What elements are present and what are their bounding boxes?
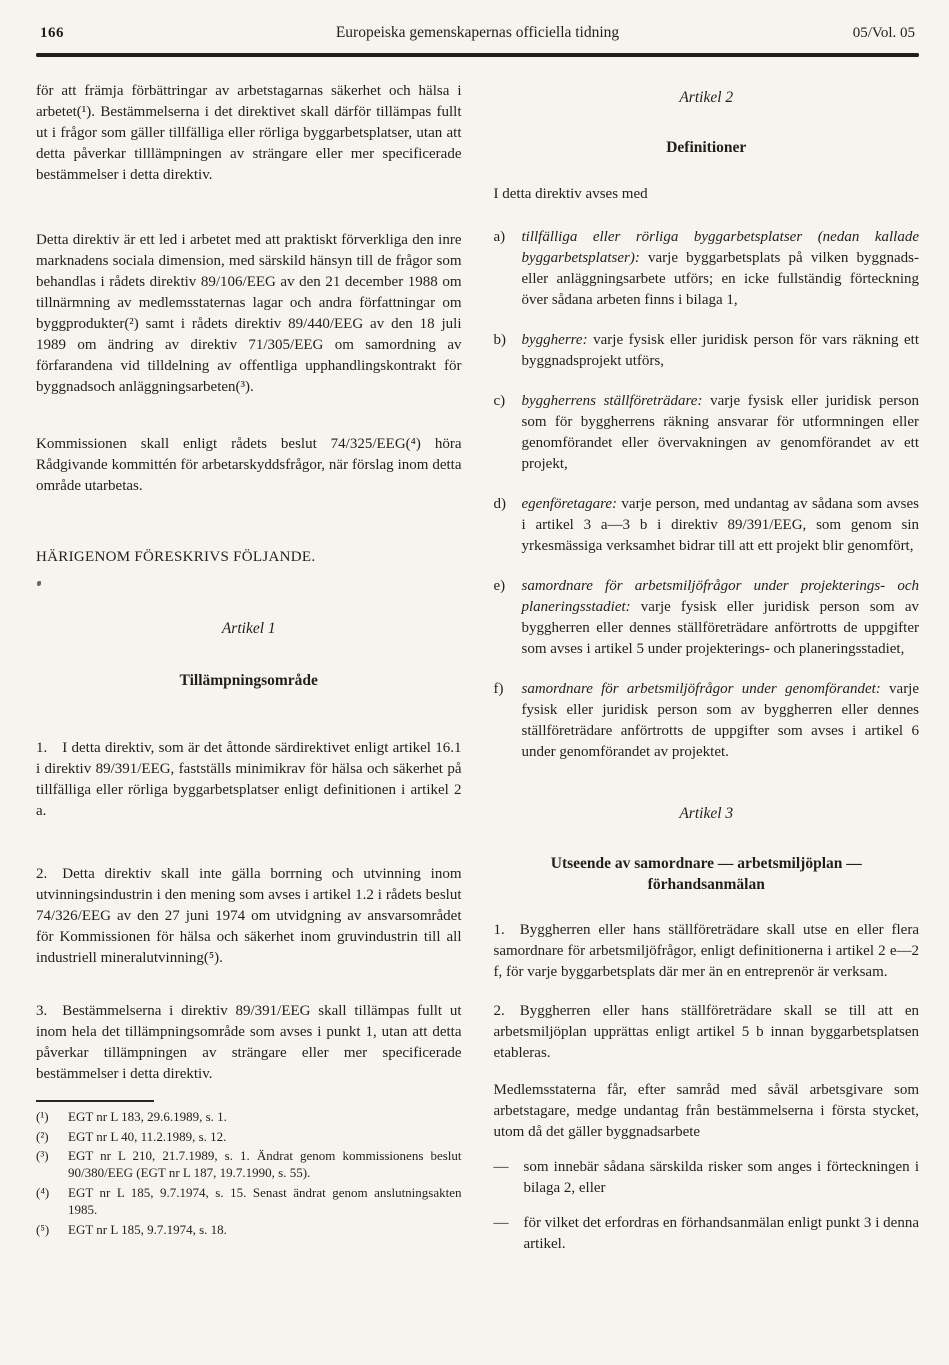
footnote-2: [36, 1129, 462, 1146]
scan-speck-artifact: [37, 581, 41, 586]
indent-item-2: [494, 1213, 920, 1255]
paragraph-number: 2.: [493, 1003, 505, 1020]
footnote-4: [36, 1185, 462, 1219]
indent-item-text: för vilket det erfordras en förhandsanmälan enligt punkt 3 i denna artikel.: [523, 1215, 919, 1253]
journal-title: Europeiska gemenskapernas officiella tidning: [335, 24, 620, 41]
article-1-paragraph-1: [36, 738, 462, 822]
page-header: [36, 18, 919, 44]
volume-label: 05/Vol. 05: [852, 25, 915, 41]
paragraph-text: I detta direktiv, som är det åttonde särdirektivet enligt artikel 16.1 i direktiv 89/391/EEG, fastställs minimikrav för hälsa och säkerhet på tillfälliga eller rörliga byggarbetsplatser enligt definitionen i artikel 2 a.: [36, 739, 462, 819]
paragraph-text: Detta direktiv skall inte gälla borrning och utvinning inom utvinningsindustrin i den mening som avses i artikel 1.2 i rådets beslut 74/326/EEG av den 27 juni 1974 om utvidgning av ansvarsområdet för Kommissionen för hälsa och säkerhet inom gruvindustrin till all industriell mineralutvinning(⁵).: [36, 865, 462, 966]
definition-body: [522, 494, 920, 557]
article-1-paragraph-3: [36, 1001, 462, 1085]
footnote-text: EGT nr L 210, 21.7.1989, s. 1. Ändrat genom kommissionens beslut 90/380/EEG (EGT nr L 187, 19.7.1990, s. 55).: [68, 1148, 462, 1181]
header-rule: [36, 53, 919, 57]
definition-term: byggherrens ställföreträdare:: [521, 392, 703, 409]
indent-item-1: [494, 1157, 920, 1199]
footnote-marker: (⁵): [36, 1221, 50, 1237]
definition-label: e): [493, 577, 506, 594]
definition-body: [522, 679, 920, 763]
footnote-text: EGT nr L 40, 11.2.1989, s. 12.: [68, 1128, 227, 1144]
paragraph-recital-1: för att främja förbättringar av arbetstagarnas säkerhet och hälsa i arbetet(¹). Bestämmelserna i det direktivet skall därför tillämpas fullt ut i frågor som gäller tillfälliga eller rörliga byggarbetsplatser, utan att detta påverkar tilllämpningen av strängare eller mer specificerade bestämmelser i detta direktiv.: [36, 83, 462, 183]
footnote-marker: (²): [36, 1128, 49, 1144]
article-1-paragraph-2: [36, 864, 462, 969]
footnotes: [36, 1109, 462, 1239]
definition-label: d): [493, 495, 506, 512]
article-3-heading: Artikel 3: [679, 804, 734, 822]
definition-item-a: [494, 227, 920, 311]
definition-label: b): [493, 331, 506, 348]
article-2-subheading: Definitioner: [666, 138, 747, 156]
paragraph-number: 1.: [493, 922, 505, 939]
definition-text: varje person, med undantag av sådana som avses i artikel 3 a—3 b i direktiv 89/391/EEG, som genom sin yrkesmässiga verksamhet bidrar till att ett projekt blir genomfört,: [521, 495, 919, 554]
definition-body: [522, 576, 920, 660]
article-1-heading: Artikel 1: [221, 620, 276, 637]
footnote-5: [36, 1222, 462, 1239]
definition-text: varje fysisk eller juridisk person för vars räkning ett byggnadsprojekt utförs,: [521, 331, 919, 369]
footnote-marker: (¹): [36, 1108, 49, 1124]
paragraph-number: 1.: [36, 739, 48, 756]
definition-term: tillfälliga eller rörliga byggarbetsplatser (nedan kallade byggarbetsplatser):: [521, 228, 919, 266]
definition-text: varje fysisk eller juridisk person som för byggherrens räkning ansvarar för utformningen eller genomförandet eller övervakningen av genomförandet av ett projekt,: [521, 392, 919, 472]
definition-term: egenföretagare:: [521, 495, 618, 512]
enacting-formula: HÄRIGENOM FÖRESKRIVS FÖLJANDE.: [36, 549, 316, 565]
definition-text: varje fysisk eller juridisk person som av byggherren eller dennes ställföreträdare anförtrotts de uppgifter som avses i artikel 6 under genomförandet av projektet.: [521, 680, 920, 760]
article-1-subheading: Tillämpningsområde: [179, 671, 318, 689]
dash-marker: —: [493, 1159, 509, 1176]
footnote-text: EGT nr L 183, 29.6.1989, s. 1.: [68, 1108, 227, 1124]
article-3-paragraph-3: Medlemsstaterna får, efter samråd med såväl arbetsgivare som arbetstagare, medge undantag från bestämmelserna i första stycket, utom då det gäller byggnadsarbete: [493, 1082, 919, 1141]
definition-item-e: [494, 576, 920, 660]
definition-item-c: [494, 391, 920, 475]
definition-term: byggherre:: [521, 331, 588, 348]
article-3-subheading: Utseende av samordnare — arbetsmiljöplan — förhandsanmälan: [550, 855, 862, 894]
definition-body: [522, 330, 920, 372]
definition-label: a): [493, 228, 506, 245]
definition-body: [522, 391, 920, 475]
definition-body: [522, 227, 920, 311]
footnote-1: [36, 1109, 462, 1126]
paragraph-text: Byggherren eller hans ställföreträdare skall se till att en arbetsmiljöplan upprättas enligt artikel 5 b innan byggarbetsplatsen etableras.: [493, 1003, 919, 1062]
article-3-paragraph-2: [494, 1001, 920, 1064]
page-number: 166: [40, 25, 64, 41]
left-column: [36, 79, 462, 1255]
definition-item-d: [494, 494, 920, 557]
footnote-marker: (³): [36, 1148, 49, 1164]
indent-item-text: som innebär sådana särskilda risker som anges i förteckningen i bilaga 2, eller: [523, 1159, 919, 1197]
definition-item-b: [494, 330, 920, 372]
paragraph-number: 2.: [36, 865, 48, 882]
footnote-separator-rule: [36, 1100, 154, 1102]
paragraph-text: Byggherren eller hans ställföreträdare skall utse en eller flera samordnare för arbetsmiljöfrågor, enligt definitionerna i artikel 2 e—2 f, för varje byggarbetsplats där mer än en entreprenör är verksam.: [493, 922, 919, 981]
dash-marker: —: [493, 1215, 509, 1232]
definition-label: c): [493, 392, 506, 409]
two-column-body: [36, 79, 919, 1255]
paragraph-recital-2: Detta direktiv är ett led i arbetet med att praktiskt förverkliga den inre marknadens sociala dimension, med särskild hänsyn till de frågor som behandlas i rådets direktiv 89/106/EEG av den 21 december 1988 om tillnärmning av medlemsstaternas lagar och andra författningar om byggprodukter(²) samt i rådets direktiv 89/440/EEG av den 18 juli 1989 om ändring av direktiv 71/305/EEG om samordning av förfarandena vid tilldelning av offentliga upphandlingskontrakt för byggnadsoch anläggningsarbeten(³).: [36, 232, 462, 395]
footnote-3: [36, 1148, 462, 1182]
article-2-intro: I detta direktiv avses med: [493, 185, 648, 202]
paragraph-number: 3.: [36, 1002, 48, 1019]
definition-term: samordnare för arbetsmiljöfrågor under projekterings- och planeringsstadiet:: [521, 577, 919, 615]
definition-item-f: [494, 679, 920, 763]
right-column: [494, 79, 920, 1255]
article-3-paragraph-1: [494, 920, 920, 983]
footnote-marker: (⁴): [36, 1185, 50, 1201]
definition-text: varje fysisk eller juridisk person som av byggherren eller dennes ställföreträdare anförtrotts de uppgifter som avses i artikel 5 under projekterings- och planeringsstadiet,: [521, 598, 919, 657]
paragraph-text: Bestämmelserna i direktiv 89/391/EEG skall tillämpas fullt ut inom hela det tillämpningsområde som avses i punkt 1, utan att detta påverkar tillämpningen av strängare eller mer specificerade bestämmelser i detta direktiv.: [36, 1002, 462, 1082]
paragraph-recital-3: Kommissionen skall enligt rådets beslut 74/325/EEG(⁴) höra Rådgivande kommittén för arbetarskyddsfrågor, när förslag inom detta område utarbetas.: [36, 436, 462, 494]
definition-term: samordnare för arbetsmiljöfrågor under genomförandet:: [521, 680, 881, 697]
footnote-text: EGT nr L 185, 9.7.1974, s. 15. Senast ändrat genom anslutningsakten 1985.: [68, 1185, 462, 1218]
definition-label: f): [493, 680, 504, 697]
definition-text: varje byggarbetsplats på vilken byggnads- eller anläggningsarbete utförs; en icke fullständig förteckning över sådana arbeten finns i bilaga 1,: [521, 249, 920, 308]
footnote-text: EGT nr L 185, 9.7.1974, s. 18.: [68, 1221, 227, 1237]
article-2-heading: Artikel 2: [679, 89, 734, 106]
